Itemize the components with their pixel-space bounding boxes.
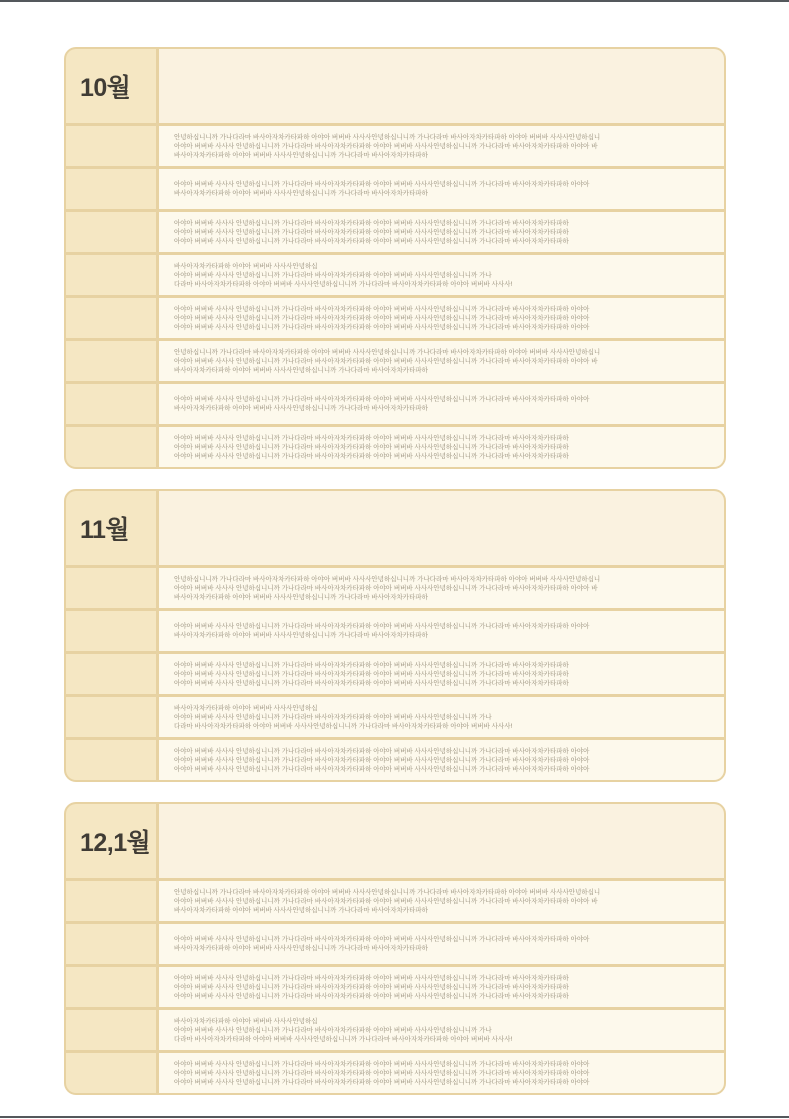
entry-text-line: 다라마 바사아자차카타파하 아야아 버버바 사사사안녕하십니니까 가나다라마 바사아자차카타파하 아야아 버버바 사사사! xyxy=(174,280,513,288)
date-cell xyxy=(66,169,156,209)
table-row xyxy=(66,697,724,737)
entry-text-line: 아야아 버버바 사사사 안녕하십니니까 가나다라마 바사아자차카타파하 아야아 버버바 사사사안녕하십니니까 가나다라마 바사아자차카타파하 xyxy=(174,670,569,678)
entry-text-line: 아야아 버버바 사사사 안녕하십니니까 가나다라마 바사아자차카타파하 아야아 버버바 사사사안녕하십니니까 가나다라마 바사아자차카타파하 아야아 xyxy=(174,1078,590,1086)
entry-text-line: 아야아 버버바 사사사 안녕하십니니까 가나다라마 바사아자차카타파하 아야아 버버바 사사사안녕하십니니까 가나다라마 바사아자차카타파하 아야아 바 xyxy=(174,897,598,905)
entry-text-line: 안녕하십니니까 가나다라마 바사아자차카타파하 아야아 버버바 사사사안녕하십니니까 가나다라마 바사아자차카타파하 아야아 버버바 사사사안녕하십니 xyxy=(174,888,601,896)
entry-text-cell xyxy=(159,697,724,737)
date-cell xyxy=(66,255,156,295)
entry-text-cell xyxy=(159,298,724,338)
entry-text-line: 아야아 버버바 사사사 안녕하십니니까 가나다라마 바사아자차카타파하 아야아 버버바 사사사안녕하십니니까 가나다라마 바사아자차카타파하 아야아 xyxy=(174,1069,590,1077)
entry-text-line: 아야아 버버바 사사사 안녕하십니니까 가나다라마 바사아자차카타파하 아야아 버버바 사사사안녕하십니니까 가나다라마 바사아자차카타파하 xyxy=(174,228,569,236)
entry-text-cell xyxy=(159,568,724,608)
entry-text-line: 아야아 버버바 사사사 안녕하십니니까 가나다라마 바사아자차카타파하 아야아 버버바 사사사안녕하십니니까 가나다라마 바사아자차카타파하 xyxy=(174,661,569,669)
entry-text-cell xyxy=(159,654,724,694)
date-cell xyxy=(66,924,156,964)
table-row xyxy=(66,924,724,964)
entry-text-line: 아야아 버버바 사사사 안녕하십니니까 가나다라마 바사아자차카타파하 아야아 버버바 사사사안녕하십니니까 가나다라마 바사아자차카타파하 xyxy=(174,443,569,451)
entry-text-line: 안녕하십니니까 가나다라마 바사아자차카타파하 아야아 버버바 사사사안녕하십니니까 가나다라마 바사아자차카타파하 아야아 버버바 사사사안녕하십니 xyxy=(174,348,601,356)
entry-text-line: 안녕하십니니까 가나다라마 바사아자차카타파하 아야아 버버바 사사사안녕하십니니까 가나다라마 바사아자차카타파하 아야아 버버바 사사사안녕하십니 xyxy=(174,575,601,583)
entry-text-line: 아야아 버버바 사사사 안녕하십니니까 가나다라마 바사아자차카타파하 아야아 버버바 사사사안녕하십니니까 가나다라마 바사아자차카타파하 xyxy=(174,679,569,687)
window-bottom-edge xyxy=(0,1116,789,1118)
entry-text-cell xyxy=(159,427,724,467)
entry-text-line: 아야아 버버바 사사사 안녕하십니니까 가나다라마 바사아자차카타파하 아야아 버버바 사사사안녕하십니니까 가나다라마 바사아자차카타파하 아야아 xyxy=(174,305,590,313)
entry-text-line: 바사아자차카타파하 아야아 버버바 사사사안녕하십니니까 가나다라마 바사아자차카타파하 xyxy=(174,151,428,159)
date-cell xyxy=(66,298,156,338)
entry-text-line: 아야아 버버바 사사사 안녕하십니니까 가나다라마 바사아자차카타파하 아야아 버버바 사사사안녕하십니니까 가나다라마 바사아자차카타파하 아야아 xyxy=(174,396,590,403)
month-header-content-cell xyxy=(159,49,724,123)
entry-text-line: 아야아 버버바 사사사 안녕하십니니까 가나다라마 바사아자차카타파하 아야아 버버바 사사사안녕하십니니까 가나다라마 바사아자차카타파하 아야아 바 xyxy=(174,357,598,365)
month-title: 10월 xyxy=(80,74,131,102)
entry-text-line: 아야아 버버바 사사사 안녕하십니니까 가나다라마 바사아자차카타파하 아야아 버버바 사사사안녕하십니니까 가나다라마 바사아자차카타파하 xyxy=(174,983,569,991)
entry-text-cell xyxy=(159,611,724,651)
month-section xyxy=(64,47,726,469)
date-cell xyxy=(66,341,156,381)
table-row xyxy=(66,881,724,921)
entry-text-line: 아야아 버버바 사사사 안녕하십니니까 가나다라마 바사아자차카타파하 아야아 버버바 사사사안녕하십니니까 가나다라마 바사아자차카타파하 아야아 xyxy=(174,323,590,331)
entry-text-cell xyxy=(159,1010,724,1050)
entry-text-cell xyxy=(159,341,724,381)
month-header-content-cell xyxy=(159,491,724,565)
entry-text-line: 아야아 버버바 사사사 안녕하십니니까 가나다라마 바사아자차카타파하 아야아 버버바 사사사안녕하십니니까 가나다라마 바사아자차카타파하 아야아 xyxy=(174,747,590,755)
entry-text-line: 아야아 버버바 사사사 안녕하십니니까 가나다라마 바사아자차카타파하 아야아 버버바 사사사안녕하십니니까 가나다라마 바사아자차카타파하 아야아 xyxy=(174,936,590,943)
entry-text-line: 바사아자차카타파하 아야아 버버바 사사사안녕하십니니까 가나다라마 바사아자차카타파하 xyxy=(174,906,428,914)
calendar-document xyxy=(64,47,726,1115)
entry-text-cell xyxy=(159,1053,724,1093)
month-header-content-cell xyxy=(159,804,724,878)
entry-text-line: 아야아 버버바 사사사 안녕하십니니까 가나다라마 바사아자차카타파하 아야아 버버바 사사사안녕하십니니까 가나다라마 바사아자차카타파하 아야아 xyxy=(174,1060,590,1068)
month-header-cell xyxy=(66,804,156,878)
entry-text-line: 바사아자차카타파하 아야아 버버바 사사사안녕하십 xyxy=(174,1017,318,1025)
entry-text-line: 아야아 버버바 사사사 안녕하십니니까 가나다라마 바사아자차카타파하 아야아 버버바 사사사안녕하십니니까 가나다라마 바사아자차카타파하 아야아 xyxy=(174,765,590,773)
entry-text-line: 아야아 버버바 사사사 안녕하십니니까 가나다라마 바사아자차카타파하 아야아 버버바 사사사안녕하십니니까 가나다라마 바사아자차카타파하 xyxy=(174,452,569,460)
entry-text-cell xyxy=(159,881,724,921)
table-row xyxy=(66,298,724,338)
table-row xyxy=(66,611,724,651)
entry-text-cell xyxy=(159,212,724,252)
entry-text-line: 아야아 버버바 사사사 안녕하십니니까 가나다라마 바사아자차카타파하 아야아 버버바 사사사안녕하십니니까 가나 xyxy=(174,713,492,721)
table-row xyxy=(66,1053,724,1093)
entry-text-line: 아야아 버버바 사사사 안녕하십니니까 가나다라마 바사아자차카타파하 아야아 버버바 사사사안녕하십니니까 가나 xyxy=(174,271,492,279)
table-row xyxy=(66,740,724,780)
table-row xyxy=(66,384,724,424)
entry-text-line: 아야아 버버바 사사사 안녕하십니니까 가나다라마 바사아자차카타파하 아야아 버버바 사사사안녕하십니니까 가나다라마 바사아자차카타파하 아야아 xyxy=(174,623,590,630)
month-title: 12,1월 xyxy=(80,829,151,857)
entry-text-line: 바사아자차카타파하 아야아 버버바 사사사안녕하십 xyxy=(174,262,318,270)
date-cell xyxy=(66,568,156,608)
date-cell xyxy=(66,1053,156,1093)
window-top-edge xyxy=(0,0,789,2)
date-cell xyxy=(66,126,156,166)
table-row xyxy=(66,568,724,608)
month-header-row xyxy=(66,491,724,565)
entry-text-line: 안녕하십니니까 가나다라마 바사아자차카타파하 아야아 버버바 사사사안녕하십니니까 가나다라마 바사아자차카타파하 아야아 버버바 사사사안녕하십니 xyxy=(174,133,601,141)
entry-text-line: 다라마 바사아자차카타파하 아야아 버버바 사사사안녕하십니니까 가나다라마 바사아자차카타파하 아야아 버버바 사사사! xyxy=(174,1035,513,1043)
entry-text-line: 아야아 버버바 사사사 안녕하십니니까 가나다라마 바사아자차카타파하 아야아 버버바 사사사안녕하십니니까 가나다라마 바사아자차카타파하 아야아 바 xyxy=(174,142,598,150)
table-row xyxy=(66,255,724,295)
table-row xyxy=(66,1010,724,1050)
entry-text-line: 아야아 버버바 사사사 안녕하십니니까 가나다라마 바사아자차카타파하 아야아 버버바 사사사안녕하십니니까 가나다라마 바사아자차카타파하 아야아 xyxy=(174,314,590,322)
date-cell xyxy=(66,611,156,651)
entry-text-line: 아야아 버버바 사사사 안녕하십니니까 가나다라마 바사아자차카타파하 아야아 버버바 사사사안녕하십니니까 가나 xyxy=(174,1026,492,1034)
entry-text-line: 바사아자차카타파하 아야아 버버바 사사사안녕하십니니까 가나다라마 바사아자차카타파하 xyxy=(174,945,428,952)
date-cell xyxy=(66,967,156,1007)
entry-text-cell xyxy=(159,384,724,424)
entry-text-cell xyxy=(159,255,724,295)
month-header-row xyxy=(66,804,724,878)
entry-text-line: 아야아 버버바 사사사 안녕하십니니까 가나다라마 바사아자차카타파하 아야아 버버바 사사사안녕하십니니까 가나다라마 바사아자차카타파하 아야아 xyxy=(174,756,590,764)
month-section xyxy=(64,802,726,1095)
date-cell xyxy=(66,740,156,780)
entry-text-line: 아야아 버버바 사사사 안녕하십니니까 가나다라마 바사아자차카타파하 아야아 버버바 사사사안녕하십니니까 가나다라마 바사아자차카타파하 xyxy=(174,974,569,982)
entry-text-cell xyxy=(159,740,724,780)
entry-text-line: 아야아 버버바 사사사 안녕하십니니까 가나다라마 바사아자차카타파하 아야아 버버바 사사사안녕하십니니까 가나다라마 바사아자차카타파하 xyxy=(174,992,569,1000)
date-cell xyxy=(66,212,156,252)
entry-text-line: 바사아자차카타파하 아야아 버버바 사사사안녕하십니니까 가나다라마 바사아자차카타파하 xyxy=(174,405,428,412)
entry-text-line: 아야아 버버바 사사사 안녕하십니니까 가나다라마 바사아자차카타파하 아야아 버버바 사사사안녕하십니니까 가나다라마 바사아자차카타파하 아야아 xyxy=(174,181,590,188)
table-row xyxy=(66,427,724,467)
entry-text-line: 아야아 버버바 사사사 안녕하십니니까 가나다라마 바사아자차카타파하 아야아 버버바 사사사안녕하십니니까 가나다라마 바사아자차카타파하 아야아 바 xyxy=(174,584,598,592)
entry-text-line: 바사아자차카타파하 아야아 버버바 사사사안녕하십 xyxy=(174,704,318,712)
entry-text-line: 아야아 버버바 사사사 안녕하십니니까 가나다라마 바사아자차카타파하 아야아 버버바 사사사안녕하십니니까 가나다라마 바사아자차카타파하 xyxy=(174,219,569,227)
entry-text-cell xyxy=(159,126,724,166)
date-cell xyxy=(66,427,156,467)
entry-text-line: 바사아자차카타파하 아야아 버버바 사사사안녕하십니니까 가나다라마 바사아자차카타파하 xyxy=(174,632,428,639)
month-title: 11월 xyxy=(80,516,130,544)
entry-text-line: 바사아자차카타파하 아야아 버버바 사사사안녕하십니니까 가나다라마 바사아자차카타파하 xyxy=(174,366,428,374)
entry-text-cell xyxy=(159,967,724,1007)
date-cell xyxy=(66,881,156,921)
table-row xyxy=(66,654,724,694)
month-section xyxy=(64,489,726,782)
table-row xyxy=(66,967,724,1007)
date-cell xyxy=(66,1010,156,1050)
entry-text-cell xyxy=(159,924,724,964)
entry-text-line: 아야아 버버바 사사사 안녕하십니니까 가나다라마 바사아자차카타파하 아야아 버버바 사사사안녕하십니니까 가나다라마 바사아자차카타파하 xyxy=(174,434,569,442)
date-cell xyxy=(66,384,156,424)
month-header-cell xyxy=(66,491,156,565)
table-row xyxy=(66,212,724,252)
entry-text-cell xyxy=(159,169,724,209)
month-header-cell xyxy=(66,49,156,123)
entry-text-line: 다라마 바사아자차카타파하 아야아 버버바 사사사안녕하십니니까 가나다라마 바사아자차카타파하 아야아 버버바 사사사! xyxy=(174,722,513,730)
table-row xyxy=(66,341,724,381)
entry-text-line: 바사아자차카타파하 아야아 버버바 사사사안녕하십니니까 가나다라마 바사아자차카타파하 xyxy=(174,593,428,601)
date-cell xyxy=(66,654,156,694)
date-cell xyxy=(66,697,156,737)
entry-text-line: 아야아 버버바 사사사 안녕하십니니까 가나다라마 바사아자차카타파하 아야아 버버바 사사사안녕하십니니까 가나다라마 바사아자차카타파하 xyxy=(174,237,569,245)
entry-text-line: 바사아자차카타파하 아야아 버버바 사사사안녕하십니니까 가나다라마 바사아자차카타파하 xyxy=(174,190,428,197)
table-row xyxy=(66,126,724,166)
month-header-row xyxy=(66,49,724,123)
table-row xyxy=(66,169,724,209)
